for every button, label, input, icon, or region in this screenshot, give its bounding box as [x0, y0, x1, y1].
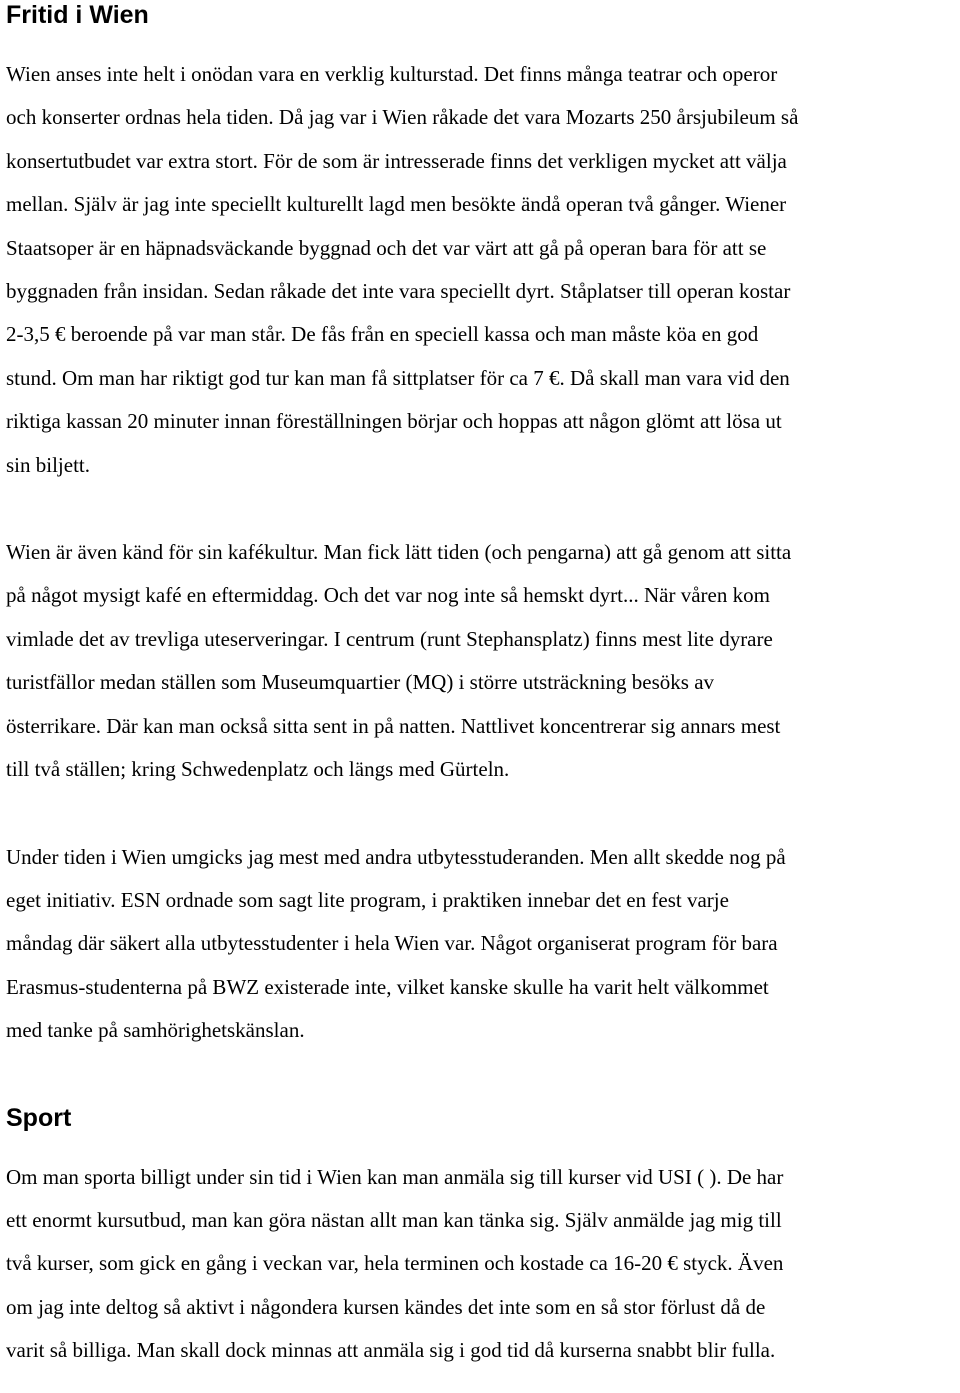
text-line: till två ställen; kring Schwedenplatz och längs med Gürteln. — [6, 757, 510, 782]
paragraph-sport — [6, 1156, 956, 1373]
text-line: ett enormt kursutbud, man kan göra nästan allt man kan tänka sig. Själv anmälde jag mig till — [6, 1207, 782, 1232]
text-line: Wien anses inte helt i onödan vara en verklig kulturstad. Det finns många teatrar och operor — [6, 62, 778, 86]
text-line: österrikare. Där kan man också sitta sent in på natten. Nattlivet koncentrerar sig annars mest — [6, 713, 781, 738]
text-line: på något mysigt kafé en eftermiddag. Och det var nog inte så hemskt dyrt... När våren kom — [6, 583, 770, 608]
text-line: Wien är även känd för sin kafékultur. Man fick lätt tiden (och pengarna) att gå genom att sitta — [6, 540, 792, 565]
text-line: med tanke på samhörighetskänslan. — [6, 1018, 305, 1043]
text-line: om jag inte deltog så aktivt i någondera kursen kändes det inte som en så stor förlust då de — [6, 1294, 766, 1319]
text-line: Staatsoper är en häpnadsväckande byggnad och det var värt att gå på operan bara för att se — [6, 235, 767, 260]
text-line: två kurser, som gick en gång i veckan var, hela terminen och kostade ca 16-20 € styck. Även — [6, 1251, 784, 1276]
text-line: måndag där säkert alla utbytesstudenter i hela Wien var. Något organiserat program för bara — [6, 931, 778, 956]
text-line: varit så billiga. Man skall dock minnas att anmäla sig i god tid då kurserna snabbt blir fulla. — [6, 1338, 776, 1363]
text-line: vimlade det av trevliga uteserveringar. I centrum (runt Stephansplatz) finns mest lite dyrare — [6, 626, 773, 651]
text-line: eget initiativ. ESN ordnade som sagt lite program, i praktiken innebar det en fest varje — [6, 887, 729, 912]
text-line: konsertutbudet var extra stort. För de som är intresserade finns det verkligen mycket att välja — [6, 148, 787, 173]
text-line: turistfällor medan ställen som Museumquartier (MQ) i större utsträckning besöks av — [6, 670, 715, 695]
section-heading-fritid: Fritid i Wien — [6, 1, 149, 29]
text-line: Under tiden i Wien umgicks jag mest med andra utbytesstuderanden. Men allt skedde nog på — [6, 844, 786, 869]
text-line: riktiga kassan 20 minuter innan föreställningen börjar och hoppas att någon glömt att lösa ut — [6, 409, 782, 434]
text-line: mellan. Själv är jag inte speciellt kulturellt lagd men besökte ändå operan två gånger. Wiener — [6, 192, 787, 217]
text-line: Erasmus-studenterna på BWZ existerade inte, vilket kanske skulle ha varit helt välkommet — [6, 974, 769, 999]
text-line: sin biljett. — [6, 452, 90, 477]
paragraph-culture — [6, 53, 956, 487]
text-line: Om man sporta billigt under sin tid i Wien kan man anmäla sig till kurser vid USI ( ). De har — [6, 1164, 784, 1189]
document — [6, 0, 956, 1373]
text-line: 2-3,5 € beroende på var man står. De fås från en speciell kassa och man måste köa en god — [6, 322, 759, 347]
paragraph-social-life — [6, 836, 956, 1053]
section-heading-sport: Sport — [6, 1103, 72, 1132]
paragraph-cafe-culture — [6, 531, 956, 791]
text-line: stund. Om man har riktigt god tur kan man få sittplatser för ca 7 €. Då skall man vara vid den — [6, 365, 790, 390]
text-line: byggnaden från insidan. Sedan råkade det inte vara speciellt dyrt. Ståplatser till operan kostar — [6, 279, 791, 304]
text-line: och konserter ordnas hela tiden. Då jag var i Wien råkade det vara Mozarts 250 årsjubileum så — [6, 105, 799, 130]
